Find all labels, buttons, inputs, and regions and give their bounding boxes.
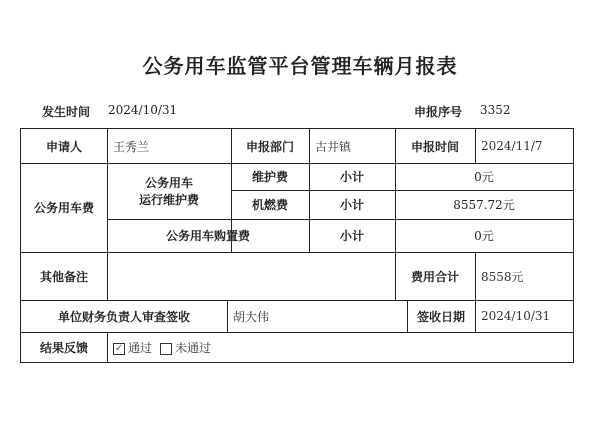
op-fee-label-line2: 运行维护费	[138, 193, 199, 207]
remarks-label: 其他备注	[39, 269, 88, 284]
serial-value: 3352	[480, 103, 511, 117]
checkbox-unchecked-icon[interactable]	[160, 343, 172, 355]
applicant-label: 申请人	[45, 139, 82, 154]
purchase-label: 公务用车购置费	[165, 229, 250, 243]
applicant-value: 王秀兰	[113, 139, 150, 154]
maintenance-value: 0元	[474, 170, 494, 184]
occur-time-value: 2024/10/31	[108, 103, 178, 117]
fail-option-label: 未通过	[175, 341, 212, 355]
occur-time-label: 发生时间	[42, 105, 91, 119]
pass-option[interactable]	[113, 339, 152, 356]
remarks-value	[107, 252, 395, 300]
fuel-value: 8557.72元	[453, 198, 515, 212]
fees-main-label: 公务用车费	[33, 201, 94, 215]
review-label: 单位财务负责人审查签收	[57, 309, 190, 324]
sign-date-value: 2024/10/31	[481, 309, 551, 323]
op-fee-label	[107, 163, 231, 219]
declare-time-value: 2024/11/7	[481, 139, 543, 153]
op-fee-label-line1: 公务用车	[144, 176, 193, 190]
pass-option-label: 通过	[128, 341, 153, 355]
fuel-subtotal-label: 小计	[339, 198, 364, 212]
feedback-options	[107, 332, 573, 363]
report-table	[20, 128, 574, 363]
declare-time-label: 申报时间	[410, 139, 459, 154]
total-value: 8558元	[481, 269, 524, 284]
purchase-value: 0元	[474, 229, 494, 243]
sign-date-label: 签收日期	[416, 309, 465, 324]
dept-label: 申报部门	[245, 139, 294, 154]
purchase-subtotal-label: 小计	[339, 229, 364, 243]
total-label: 费用合计	[410, 269, 459, 284]
maintenance-label: 维护费	[251, 170, 288, 184]
fuel-label: 机燃费	[251, 198, 288, 212]
fail-option[interactable]	[160, 339, 211, 356]
serial-label: 申报序号	[414, 105, 463, 119]
dept-value: 古井镇	[315, 139, 352, 154]
checkbox-checked-icon[interactable]: ✓	[114, 342, 124, 354]
feedback-label: 结果反馈	[39, 341, 88, 355]
report-title: 公务用车监管平台管理车辆月报表	[142, 54, 458, 78]
review-signer: 胡大伟	[233, 309, 270, 324]
maintenance-subtotal-label: 小计	[339, 170, 364, 184]
